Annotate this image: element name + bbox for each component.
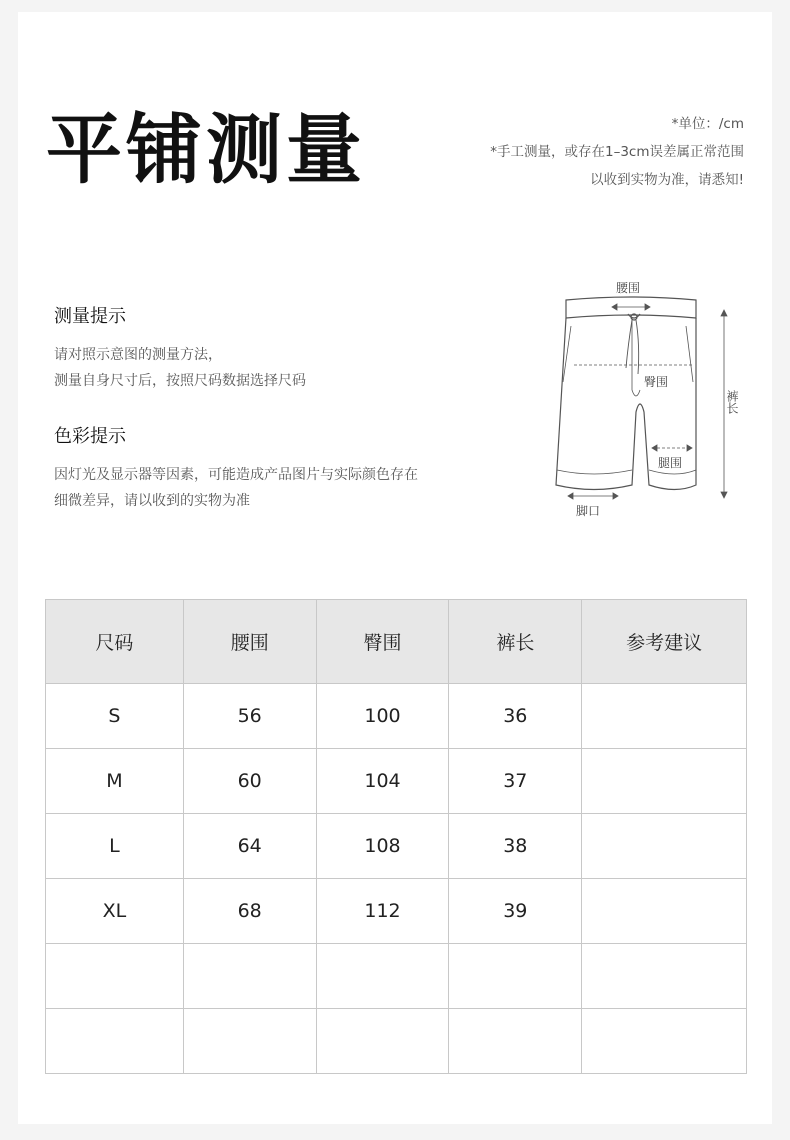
waistband-outline: [566, 297, 696, 318]
table-row: [46, 749, 747, 814]
cell-size: L: [46, 814, 184, 879]
cell-waist: [183, 1009, 316, 1074]
cell-hip: [316, 1009, 449, 1074]
hem-arrow-right: [613, 493, 618, 499]
length-arrow-top: [721, 310, 727, 316]
table-row: [46, 944, 747, 1009]
table-row: [46, 684, 747, 749]
thigh-arrow-right: [687, 445, 692, 451]
cell-size: XL: [46, 879, 184, 944]
table-header-row: [46, 600, 747, 684]
pocket-line: [686, 326, 693, 382]
hem-arrow-left: [568, 493, 573, 499]
cell-recommendation: [582, 749, 747, 814]
error-note: *手工测量，或存在1–3cm误差属正常范围: [490, 144, 744, 160]
header-hip: 臀围: [316, 600, 449, 684]
measure-tip-line: 测量自身尺寸后，按照尺码数据选择尺码: [54, 373, 306, 389]
table-row: [46, 814, 747, 879]
size-chart-card: [18, 12, 772, 1124]
cell-hip: 100: [316, 684, 449, 749]
cell-length: 36: [449, 684, 582, 749]
cell-size: S: [46, 684, 184, 749]
cell-recommendation: [582, 879, 747, 944]
received-note: 以收到实物为准，请悉知!: [590, 172, 744, 188]
drawstring-left: [626, 320, 632, 368]
measure-tip-text: [54, 342, 306, 394]
hem-label: 脚口: [576, 504, 601, 518]
color-tip-line: 因灯光及显示器等因素，可能造成产品图片与实际颜色存在: [54, 467, 418, 483]
thigh-arrow-left: [652, 445, 657, 451]
cell-length: 37: [449, 749, 582, 814]
cell-recommendation: [582, 814, 747, 879]
color-tip-title: 色彩提示: [54, 426, 126, 447]
cell-recommendation: [582, 944, 747, 1009]
drawstring-right: [636, 320, 639, 374]
cell-size: [46, 944, 184, 1009]
cell-hip: [316, 944, 449, 1009]
cell-length: 39: [449, 879, 582, 944]
size-table: [45, 599, 747, 1074]
thigh-label: 腿围: [658, 456, 683, 470]
color-tip-line: 细微差异，请以收到的实物为准: [54, 493, 250, 509]
cell-waist: [183, 944, 316, 1009]
hip-label: 臀围: [644, 375, 669, 389]
cell-waist: 64: [183, 814, 316, 879]
cell-length: [449, 944, 582, 1009]
cell-recommendation: [582, 684, 747, 749]
cell-size: M: [46, 749, 184, 814]
left-hem-line: [557, 470, 632, 474]
header-waist: 腰围: [183, 600, 316, 684]
header-length: 裤长: [449, 600, 582, 684]
cell-hip: 104: [316, 749, 449, 814]
cell-waist: 68: [183, 879, 316, 944]
measure-tip-title: 测量提示: [54, 306, 126, 327]
cell-length: 38: [449, 814, 582, 879]
waist-label: 腰围: [616, 281, 641, 295]
page-title: 平铺测量: [46, 105, 366, 194]
waist-arrow-right: [645, 304, 650, 310]
right-hem-line: [649, 470, 696, 474]
shorts-diagram: [546, 270, 746, 520]
header-recommendation: 参考建议: [582, 600, 747, 684]
cell-waist: 60: [183, 749, 316, 814]
measurement-notes: [490, 110, 744, 194]
cell-recommendation: [582, 1009, 747, 1074]
table-row: [46, 1009, 747, 1074]
unit-note: *单位：/cm: [671, 116, 744, 132]
cell-waist: 56: [183, 684, 316, 749]
waist-arrow-left: [612, 304, 617, 310]
measure-tip-line: 请对照示意图的测量方法，: [54, 347, 222, 363]
table-row: [46, 879, 747, 944]
color-tip-text: [54, 462, 418, 514]
cell-length: [449, 1009, 582, 1074]
length-arrow-bottom: [721, 492, 727, 498]
header-size: 尺码: [46, 600, 184, 684]
cell-size: [46, 1009, 184, 1074]
cell-hip: 108: [316, 814, 449, 879]
cell-hip: 112: [316, 879, 449, 944]
length-label: 裤长: [725, 390, 739, 414]
